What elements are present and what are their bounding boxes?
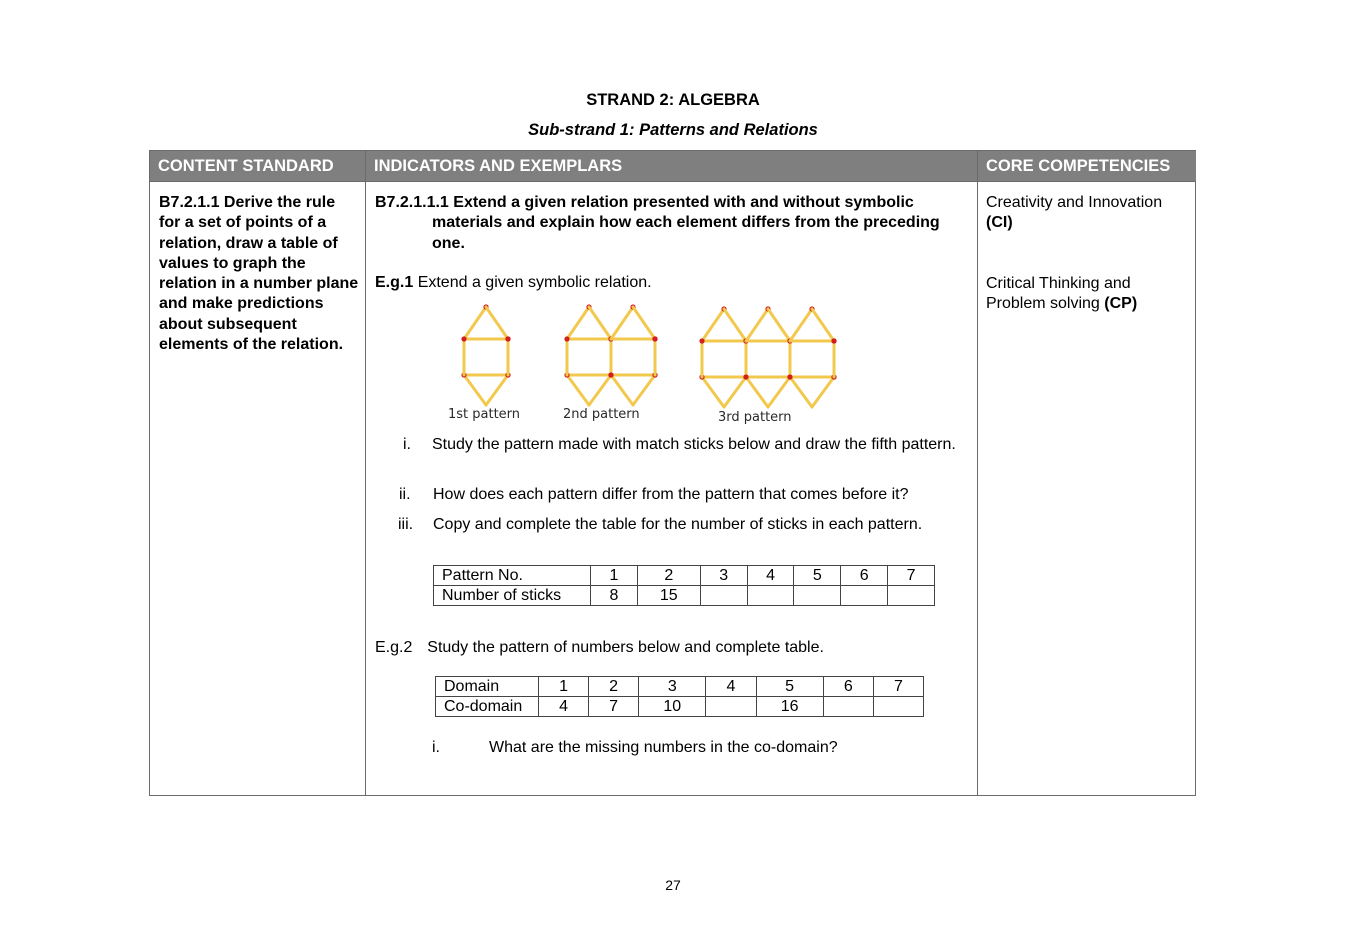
table-cell: 7 — [589, 697, 639, 717]
table-cell — [700, 586, 747, 606]
list-item — [403, 435, 973, 477]
table-row — [436, 677, 924, 697]
indicator — [375, 193, 975, 254]
matchstick — [464, 375, 486, 405]
table-cell — [706, 697, 756, 717]
match-head — [831, 338, 836, 343]
table-cell: Co-domain — [436, 697, 539, 717]
matchstick — [464, 307, 486, 339]
matchstick — [589, 375, 611, 405]
list-item-text: What are the missing numbers in the co-domain? — [489, 739, 838, 756]
eg2-label: E.g.2 — [375, 639, 413, 656]
table-cell — [747, 586, 794, 606]
match-head — [743, 374, 748, 379]
matchstick — [611, 375, 633, 405]
table-cell: Pattern No. — [434, 566, 591, 586]
matchstick — [746, 377, 768, 407]
table-cell: 6 — [841, 566, 888, 586]
matchstick — [702, 377, 724, 407]
matchstick — [768, 309, 790, 341]
matchstick — [724, 309, 746, 341]
list-item-number: i. — [432, 739, 440, 756]
table-cell: 2 — [637, 566, 700, 586]
list-item — [432, 738, 972, 760]
matchstick — [633, 307, 655, 339]
matchstick — [589, 307, 611, 339]
competency-ci-text: Creativity and Innovation — [986, 194, 1163, 211]
matchstick — [768, 377, 790, 407]
table-cell — [873, 697, 923, 717]
match-head — [787, 374, 792, 379]
matchstick-patterns-image — [440, 303, 860, 429]
list-item-number: i. — [403, 436, 411, 453]
header-divider — [150, 181, 1195, 182]
curriculum-table — [149, 150, 1196, 796]
match-head — [652, 336, 657, 341]
indicator-text-rest: materials and explain how each element differs from the preceding one. — [432, 214, 940, 252]
match-head — [461, 336, 466, 341]
eg2-text: Study the pattern of numbers below and complete table. — [427, 639, 824, 656]
matchstick — [790, 309, 812, 341]
table-cell — [823, 697, 873, 717]
page-number: 27 — [665, 877, 681, 893]
indicator-code: B7.2.1.1.1 — [375, 194, 449, 211]
matchstick — [790, 377, 812, 407]
match-head — [564, 336, 569, 341]
table-cell: 7 — [873, 677, 923, 697]
substrand-title: Sub-strand 1: Patterns and Relations — [528, 121, 818, 139]
competency-ci-code: (CI) — [986, 214, 1013, 232]
sticks-table — [433, 565, 935, 606]
header-content-standard: CONTENT STANDARD — [150, 151, 366, 181]
match-head — [608, 372, 613, 377]
competency-cp-code: (CP) — [1104, 295, 1138, 313]
matchstick — [812, 309, 834, 341]
pattern-label-1: 1st pattern — [448, 407, 521, 422]
list-item-number: ii. — [399, 486, 411, 503]
table-row — [434, 586, 935, 606]
matchstick — [486, 307, 508, 339]
eg2-heading — [375, 638, 975, 658]
list-item-text: How does each pattern differ from the pattern that comes before it? — [433, 486, 909, 503]
table-cell: 4 — [706, 677, 756, 697]
table-cell: Domain — [436, 677, 539, 697]
matchstick — [724, 377, 746, 407]
list-item — [399, 485, 973, 507]
table-cell: 16 — [756, 697, 823, 717]
list-item — [398, 515, 973, 557]
table-cell: 1 — [591, 566, 638, 586]
competency-cp-line1: Critical Thinking and — [986, 275, 1131, 292]
matchstick — [567, 375, 589, 405]
table-cell: 2 — [589, 677, 639, 697]
header-competencies: CORE COMPETENCIES — [978, 151, 1196, 181]
table-cell — [794, 586, 841, 606]
column-divider — [977, 151, 978, 795]
matchstick — [812, 377, 834, 407]
table-row — [436, 697, 924, 717]
table-cell: 6 — [823, 677, 873, 697]
competency-cp-line2: Problem solving — [986, 295, 1100, 313]
pattern-label-3: 3rd pattern — [718, 410, 792, 425]
list-item-text: Copy and complete the table for the number of sticks in each pattern. — [433, 516, 923, 533]
list-item-number: iii. — [398, 516, 414, 533]
table-cell — [841, 586, 888, 606]
table-cell — [888, 586, 935, 606]
table-cell: 8 — [591, 586, 638, 606]
matchstick — [702, 309, 724, 341]
domain-table — [435, 676, 924, 717]
table-cell: 5 — [794, 566, 841, 586]
content-standard-text: B7.2.1.1 Derive the rule for a set of points of a relation, draw a table of values to graph the relation in a number plane and make predictions about subsequent elements of the relation. — [159, 194, 359, 354]
table-cell: 4 — [747, 566, 794, 586]
table-cell: 4 — [539, 697, 589, 717]
match-head — [505, 336, 510, 341]
list-item-text: Study the pattern made with match sticks below and draw the fifth pattern. — [432, 436, 956, 453]
matchstick — [611, 307, 633, 339]
table-cell: 7 — [888, 566, 935, 586]
table-cell: 10 — [639, 697, 706, 717]
pattern-label-2: 2nd pattern — [563, 407, 640, 422]
header-indicators: INDICATORS AND EXEMPLARS — [366, 151, 977, 181]
eg1-label: E.g.1 — [375, 274, 414, 291]
matchstick — [746, 309, 768, 341]
matchstick — [567, 307, 589, 339]
matchstick — [633, 375, 655, 405]
matchstick — [486, 375, 508, 405]
indicator-text-line1: Extend a given relation presented with and without symbolic — [453, 194, 914, 211]
table-cell: 5 — [756, 677, 823, 697]
table-cell: 3 — [700, 566, 747, 586]
strand-title: STRAND 2: ALGEBRA — [586, 91, 760, 109]
eg1-heading — [375, 273, 975, 293]
competency-cp — [986, 274, 1191, 315]
table-cell: 1 — [539, 677, 589, 697]
table-cell: Number of sticks — [434, 586, 591, 606]
table-cell: 3 — [639, 677, 706, 697]
table-cell: 15 — [637, 586, 700, 606]
table-row — [434, 566, 935, 586]
column-divider — [365, 151, 366, 795]
competency-ci — [986, 193, 1191, 234]
eg1-text: Extend a given symbolic relation. — [417, 274, 652, 291]
match-head — [699, 338, 704, 343]
